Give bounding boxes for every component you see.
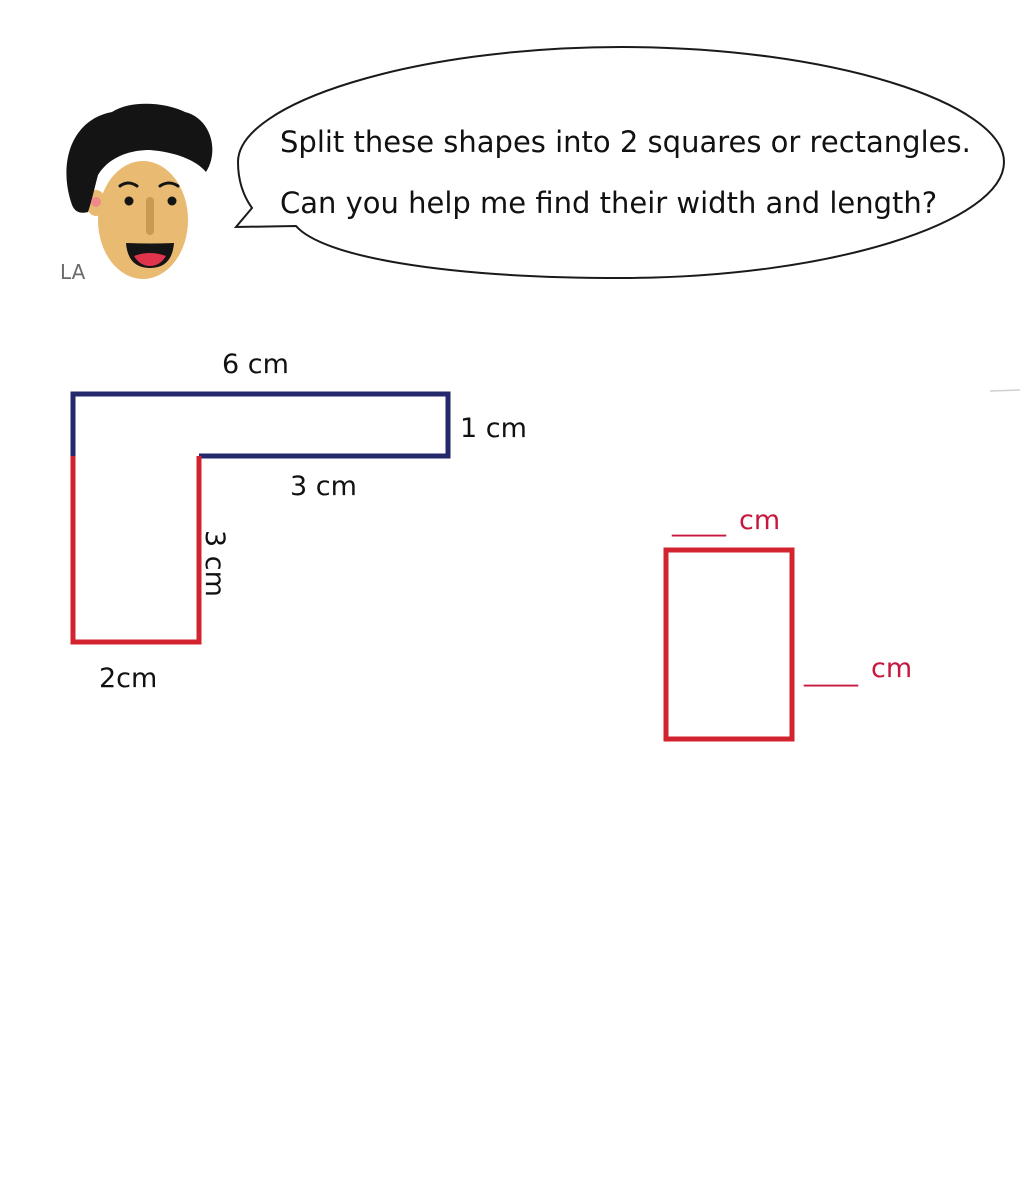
answer-top-unit: cm [739,505,781,536]
l-shape [73,349,527,694]
cheek [91,197,101,207]
character-label: LA [60,260,86,284]
nose [146,197,154,235]
l-shape-inner-horizontal-label: 3 cm [290,471,357,502]
stray-mark [990,390,1020,391]
speech-bubble [236,47,1004,278]
answer-rectangle-outline [666,550,792,739]
answer-rectangle [666,505,912,739]
left-eye [125,197,134,206]
right-eye [168,197,177,206]
l-shape-bottom-rectangle-edges [73,456,199,642]
speech-line-1: Split these shapes into 2 squares or rectangles. [280,125,971,159]
speech-bubble-outline [236,47,1004,278]
speech-line-2: Can you help me find their width and length? [280,186,938,220]
answer-side-unit: cm [871,653,913,684]
boy-face-icon [60,104,212,284]
answer-top-blank[interactable]: ____ [672,506,726,537]
answer-side-blank[interactable]: ____ [804,656,858,687]
l-shape-right-width-label: 1 cm [460,413,527,444]
l-shape-inner-vertical-label: 3 cm [199,530,230,597]
l-shape-bottom-width-label: 2cm [99,663,158,694]
l-shape-top-rectangle-edges [73,394,448,456]
l-shape-top-length-label: 6 cm [222,349,289,380]
